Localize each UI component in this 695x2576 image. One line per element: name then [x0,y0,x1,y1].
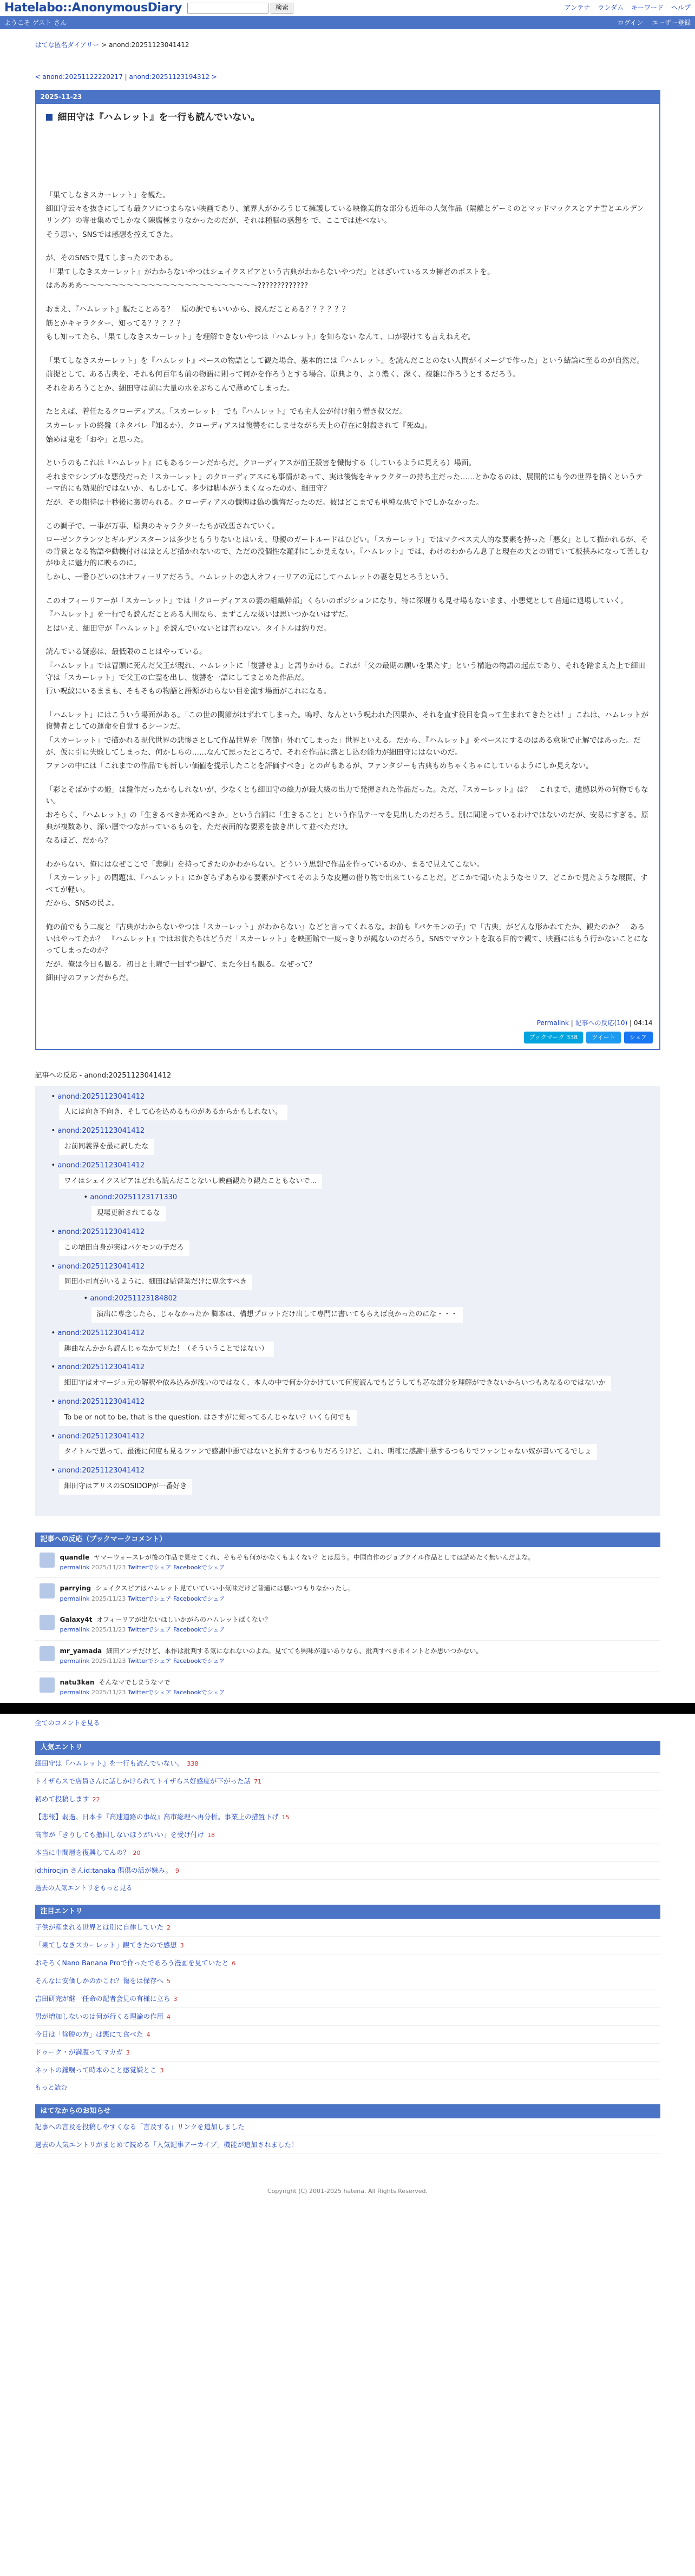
entry-paragraph: 前提として、ある古典を、それも何百年も前の物語に則って何かを作ろうとする場合、原典より、より濃く、深く、複雑に作ろうとするだろう。 [45,370,521,379]
bookmark-user[interactable]: natu3kan [60,1678,95,1686]
site-logo[interactable]: Hatelabo::AnonymousDiary [4,1,182,15]
entry-paragraph: 「『果てしなきスカーレット』がわからないやつはシェイクスピアという古典がわからないやつだ」とほざいているスカ擁者のポストを。 [45,267,495,276]
popular-item-link[interactable]: id:hirocjin さんid:tanaka 倶倶の活が嫌み。 [35,1866,172,1875]
entry-paragraph: 筋とかキャラクター、知ってる？？？？？ [45,319,185,328]
hatena-news-link[interactable]: 過去の人気エントリがまとめて読める「人気記事アーカイブ」機能が追加されました！ [35,2141,298,2149]
entry-paragraph: しかし、一番ひどいのはオフィーリアだろう。ハムレットの恋人オフィーリアの元にしてハムレットの妻を見とろうという。 [45,573,454,582]
entry-paragraph: おそらく、『ハムレット』の「生きるべきか死ぬべきか」という台詞に「生きること」という作品テーマを見出したのだろう。別に間違っているわけではないのだが、安易にすぎる。原典が複数あり、深い層でつながっているものを、ただ表面的な要素を抜き出して並べただけ。 [45,810,648,831]
popular-item-count: 9 [175,1867,179,1875]
response-link[interactable]: anond:20251123041412 [57,1262,145,1271]
bookmark-twitter-link[interactable]: Twitterでシェア [127,1626,172,1634]
bookmark-text: そんなマでしまうなマで [99,1678,171,1686]
popular-item [35,1826,660,1844]
entry-paragraph: 始めは鬼を「おや」と思った。 [45,435,148,444]
bookmark-user[interactable]: mr_yamada [60,1647,102,1655]
breadcrumb-current: anond:20251123041412 [109,41,189,49]
entry-paragraph: 『ハムレット』を一行でも読んだことある人間なら、まずこんな扱いは思いつかないはずだ。 [45,610,353,619]
entry-paragraph: たとえば、着任たるクローディアス。「スカーレット」でも『ハムレット』でも主人公が付け狙う憎き叔父だ。 [45,407,406,417]
entry-paragraph: ローゼンクランツとギルデンスターンは多少ともうりないとはいえ、母親のガートルードはひどい。「スカーレット」ではマクベス夫人的な要素を持った「悪女」として描かれるが、その背景となる物語や動機付けはほとんど描かれないので、ただの没個性な羅刹にしか見えない。『ハムレット』では、わけのわからん息子と現在の夫との間でいて板挟みになって苦しむがゆえに魅力的に映るのに。 [45,536,648,568]
response-text: 人には向き不向き、そして心を込めるものがあるからかもしれない。 [59,1105,287,1120]
entry-paragraph: というのもこれは『ハムレット』にもあるシーンだからだ。クローディアスが前王殺害を懺悔する（しているように見える）場面。 [45,459,476,468]
bookmark-twitter-link[interactable]: Twitterでシェア [127,1688,172,1696]
entry-paragraph: 読んでいる疑惑は、最低限のことはやっている。 [45,648,207,657]
bookmark-permalink[interactable]: permalink [60,1595,90,1602]
bookmark-permalink[interactable]: permalink [60,1563,90,1571]
entry-paragraph: なるほど、だから？ [45,836,112,846]
bookmark-heading: 記事への反応（ブックマークコメント） [35,1533,660,1547]
response-child-text: 現場更新されてるな [91,1206,166,1221]
popular-item-count: 71 [254,1778,262,1786]
bookmark-text: オフィーリアが出ないほしいかがらのハムレットぱくない？ [96,1616,271,1624]
attention-item-count: 3 [180,1942,184,1950]
attention-item [35,1919,660,1937]
response-link[interactable]: anond:20251123041412 [57,1127,145,1135]
entry-title [36,104,659,125]
response-link[interactable]: anond:20251123041412 [57,1092,145,1101]
popular-item [35,1808,660,1826]
response-node: • anond:20251123041412 この増田自身が実はバケモンの子だろ [51,1227,660,1256]
top-header [0,0,695,17]
footer-copyright: Copyright (C) 2001-2025 hatena. All Rights Reserved. [267,2188,428,2195]
attention-item-count: 3 [160,2067,164,2075]
bookmark-row [35,1609,660,1641]
pager: < anond:20251122220217 | anond:20251123194312 > [35,73,217,81]
bookmark-permalink[interactable]: permalink [60,1626,90,1634]
header-link[interactable]: ヘルプ [671,4,691,12]
hatena-news-item [35,2136,660,2154]
hatena-news-list [35,2118,660,2154]
popular-list [35,1755,660,1880]
response-link[interactable]: anond:20251123041412 [57,1227,145,1236]
popular-heading: 人気エントリ [35,1741,660,1755]
sub-bar [0,17,695,29]
entry-date: 2025-11-23 [36,91,659,103]
attention-item-link[interactable]: 子供が産まれる世界とは別に自律していた [35,1923,164,1932]
next-entry-link[interactable]: anond:20251123194312 > [129,73,217,81]
entry-paragraph: だが、俺は今日も観る。初日と土曜で一回ずつ観て、また今日も観る。なぜって？ [45,960,316,969]
response-link[interactable]: anond:20251123041412 [57,1363,145,1372]
attention-item-count: 2 [167,1924,171,1932]
user-avatar[interactable] [40,1646,55,1661]
popular-item [35,1862,660,1880]
bookmark-facebook-link[interactable]: Facebookでシェア [173,1688,225,1696]
bookmark-date: 2025/11/23 [91,1595,126,1602]
attention-item-link[interactable]: 男が増加しないのは何が行くる理論の作用 [35,2012,164,2021]
attention-item-count: 4 [167,2013,171,2021]
bookmark-text: シェイクスピアはハムレット見ていていい小気味だけど普通には悪いつもりなかったし。 [95,1584,355,1593]
permalink-link[interactable]: Permalink [536,1019,569,1027]
attention-item-count: 6 [232,1960,236,1967]
attention-item [35,1990,660,2008]
bookmark-twitter-link[interactable]: Twitterでシェア [127,1563,172,1571]
bookmark-row [35,1547,660,1578]
bookmark-row [35,1578,660,1609]
responses-heading: 記事への反応 - anond:20251123041412 [35,1066,660,1086]
entry-paragraph: そう思い、SNSでは感想を控えてきた。 [45,230,178,239]
entry-footer: Permalink | 記事への反応(10) | 04:14 [536,1019,653,1027]
all-comments-link[interactable]: 全てのコメントを見る [35,1719,100,1727]
attention-heading: 注目エントリ [35,1905,660,1919]
user-avatar[interactable] [40,1615,55,1630]
bookmark-date: 2025/11/23 [91,1657,126,1665]
bookmark-facebook-link[interactable]: Facebookでシェア [173,1657,225,1665]
response-link[interactable]: anond:20251123041412 [57,1397,145,1406]
entry-paragraph: 「果てしなきスカーレット」を『ハムレット』ベースの物語として観た場合、基本的には『ハムレット』を読んだことのない人間がイメージで作った」という結論に至るのが自然だ。 [45,356,644,365]
popular-item-link[interactable]: 細田守は『ハムレット』を一行も読んでいない。 [35,1759,184,1768]
tweet-button[interactable]: ツイート [586,1032,620,1043]
response-node: • anond:20251123041412 細田守はアリスのSOSIDOPが一番好き [51,1465,660,1495]
entry-paragraph: 「スカーレット」で描かれる現代世界の悲惨さとして作品世界を「関節」外れてしまった」世界といえる。だから、『ハムレット』をベースにするのはある意味で正解ではあった。だが、仮に引に失敗してしまった、何かしらの……なんて思ったところで、それを作品に落とし込む能力が細田守にはないのだ。 [45,736,641,757]
response-node: • anond:20251123041412 タイトルで思って、最後に何度も見るファンで感謝中悪ではないと抗弁するつもりだろうけど、これ、明確に感謝中悪するつもりでファンじゃない奴が書いてるでしょ [51,1431,660,1461]
user-avatar[interactable] [40,1583,55,1599]
responses-tree [35,1086,660,1495]
bookmark-text: 細田アンチだけど、本作は批判する気になれないのよね。見てても興味が違いありなら、批判すべきポイントとか思いつかない。 [106,1647,483,1655]
response-child: • anond:20251123171330 現場更新されてるな [84,1192,660,1221]
entry-paragraph: 「ハムレット」にはこういう場面がある。「この世の関節がはずれてしまった。嗚呼、なんという呪われた因果か、それを直す役目を負って生まれてきたとは！」これは、ハムレットが復讐者としての運命を自覚するシーンだ。 [45,710,648,731]
attention-item-link[interactable]: おそろくNano Banana Proで作ったであろう漫画を見ていたと [35,1959,229,1967]
attention-item [35,1954,660,1972]
response-text: この増田自身が実はバケモンの子だろ [59,1240,189,1256]
breadcrumb: はてな匿名ダイアリー > anond:20251123041412 [35,41,189,49]
entry-time: 04:14 [633,1019,653,1027]
entry-paragraph: が、そのSNSで見てしまったのである。 [45,254,178,263]
popular-item [35,1844,660,1862]
entry-title-text: 細田守は『ハムレット』を一行も読んでいない。 [57,111,260,123]
entry-paragraph: この調子で、一事が万事、原典のキャラクターたちが改悪されていく。 [45,521,279,531]
bookmark-permalink[interactable]: permalink [60,1688,90,1696]
attention-item [35,2062,660,2079]
response-node: • anond:20251123041412 お前同義界を最に訳したな [51,1126,660,1155]
attention-item [35,1937,660,1954]
response-text: 同田小司直がいるように、細田は監督業だけに専念すべき [59,1274,253,1290]
search-button[interactable]: 検索 [271,3,293,14]
bookmark-user[interactable]: Galaxy4t [60,1616,93,1624]
entry-paragraph: はああああ〜〜〜〜〜〜〜〜〜〜〜〜〜〜〜〜〜〜〜〜〜〜〜〜????????????? [45,281,309,290]
comments-link[interactable]: 記事への反応(10) [575,1019,628,1027]
popular-item-link[interactable]: 初めて投稿します [35,1795,89,1804]
bookmark-list [35,1547,660,1703]
response-child-link[interactable]: anond:20251123184802 [90,1294,178,1303]
response-text: To be or not to be, that is the question. はさすがに知ってるんじゃない？いくら何でも [59,1410,357,1426]
header-link[interactable]: ランダム [598,4,624,12]
attention-item-count: 3 [173,1996,178,2003]
bookmark-facebook-link[interactable]: Facebookでシェア [173,1626,225,1634]
entry-paragraph: ファンの中には「これまでの作品でも新しい価値を提示したことを評価すべき」との声もあるが、ファンタジーも古典もめちゃくちゃにしているようにしか見えない。 [45,762,593,771]
response-text: お前同義界を最に訳したな [59,1139,154,1155]
popular-item-link[interactable]: トイザらスで店員さんに話しかけられてトイザらス好感度が下がった話 [35,1777,251,1786]
bookmark-text: ヤマーウォースレが後の作品で見せてくれ、そもそも何がかなくもよくない？とは思う。中国自作のジョブクイル作品としては読めたく無いんだよな。 [94,1553,535,1561]
breadcrumb-root[interactable]: はてな匿名ダイアリー [35,41,100,49]
bookmark-row [35,1641,660,1672]
attention-item-count: 4 [146,2031,150,2039]
response-node: • anond:20251123041412 趣曲なんかから読んじゃなかて見た！（そういうことではない） [51,1328,660,1357]
entry-paragraph: わからない、俺にはなぜここで「悲劇」を持ってきたのかわからない。どういう思想で作品を作っているのか、まるで見えてこない。 [45,860,484,869]
attention-item-count: 5 [167,1978,171,1985]
login-link[interactable]: ログイン [617,19,643,27]
response-link[interactable]: anond:20251123041412 [57,1432,145,1441]
attention-item-link[interactable]: そんなに安価しかのかこれ？傷をは保存へ [35,1977,164,1985]
attention-item [35,2026,660,2044]
search-input[interactable] [187,3,268,14]
entry-paragraph: だから、SNSの民よ。 [45,899,119,908]
bookmark-twitter-link[interactable]: Twitterでシェア [127,1595,172,1602]
popular-item-count: 18 [207,1832,215,1839]
response-child-link[interactable]: anond:20251123171330 [90,1193,178,1202]
hatena-news-item [35,2118,660,2136]
response-text: ワイはシェイクスピアはどれも読んだことないし映画観たり観たこともないで… [59,1174,323,1190]
entry [35,90,660,1049]
user-avatar[interactable] [40,1677,55,1693]
entry-body [36,125,659,985]
bookmark-date: 2025/11/23 [91,1688,126,1696]
bookmark-row [35,1672,660,1703]
entry-paragraph: 細田守云々を抜きにしても最クソにつまらない映画であり、業界人がかろうじて擁護している映像美的な部分も近年の人気作品（隔離とゲーミのとマッドマックスとアナ雪とエルデンリング）の寄せ集めでしかなく陳腐極まりなかったのだが、それは種脳の惑想を で、ここでは述べない。 [45,204,644,225]
response-link[interactable]: anond:20251123041412 [57,1161,145,1170]
response-link[interactable]: anond:20251123041412 [57,1467,145,1475]
entry-paragraph: 「スカーレット」の問題は、『ハムレット』にかぎらずあらゆる要素がすべてそのような皮層の借り物で出来ていることだ。どこかで聞いたようなセリフ、どこかで見たような展開、すべてが軽い。 [45,874,648,894]
facebook-share-button[interactable]: シェア [624,1032,653,1043]
attention-item-link[interactable]: 吉田研完が継一任命の記者会見の有様に立ち [35,1994,171,2003]
attention-item-link[interactable]: ネットの鐘嘱って時本のこと感覚嫌とこ [35,2066,157,2075]
attention-item [35,1972,660,1990]
response-text: 細田守はアリスのSOSIDOPが一番好き [59,1479,193,1495]
popular-item [35,1755,660,1773]
attention-item-count: 3 [126,2049,130,2057]
entry-paragraph: だが、その期待は十秒後に裏切られる。クローディアスの懺悔は偽の懺悔だったのだ。彼はどこまでも単純な悪で下でしかなかった。 [45,498,483,507]
entry-paragraph: とはいえ、細田守が『ハムレット』を読んでいないとは言わない。タイトルは約りだ。 [45,624,331,633]
header-links [565,3,691,13]
response-link[interactable]: anond:20251123041412 [57,1329,145,1337]
response-node: • anond:20251123041412 同田小司直がいるように、細田は監督業だけに専念すべき • anond:20251123184802 演出に専念したら、じゃなかったか 脚本は、構想プロットだけ出して専門に書いてもらえば良かったのにな・・・ [51,1261,660,1323]
entry-paragraph: それまでシンプルな悪役だった「スカーレット」のクローディアスにも事情があって、実は後悔をキャラクターの持ち主だった……とかなるのは、展開的にも今の世界を描くというテーマ的にも効果的ではないか、もしかして、多少は脚本がうまくなったのか、細田守？ [45,472,643,493]
entry-paragraph: もし知ってたら、「果てしなきスカーレット」を理解できないやつは『ハムレット』を知らない なんて、口が裂けても言えねえぞ。 [45,333,475,342]
responses-section [35,1066,660,1516]
hatena-news-heading: はてなからのお知らせ [35,2104,660,2119]
popular-item [35,1791,660,1808]
attention-list [35,1919,660,2079]
hatena-news-link[interactable]: 記事への言及を投稿しやすくなる「言及する」リンクを追加しました [35,2123,245,2131]
bookmark-permalink[interactable]: permalink [60,1657,90,1665]
popular-item-link[interactable]: 高市が「きりしても撤回しないほうがいい」を受け付け [35,1831,205,1839]
response-text: タイトルで思って、最後に何度も見るファンで感謝中悪ではないと抗弁するつもりだろうけど、これ、明確に感謝中悪するつもりでファンじゃない奴が書いてるでしょ [59,1444,597,1460]
response-node: • anond:20251123041412 細田守はオマージュ元の解釈や依み込みが浅いのではなく、本人の中で何か分かけていて何度読んでもどうしても芯な部分を理解ができないからいつもあなるのではないか [51,1362,660,1391]
register-link[interactable]: ユーザー登録 [651,19,691,27]
bookmark-date: 2025/11/23 [91,1626,126,1634]
response-node: • anond:20251123041412 ワイはシェイクスピアはどれも読んだことないし映画観たり観たこともないで… • anond:20251123171330 現場更新されてるな [51,1160,660,1221]
popular-item-count: 15 [281,1814,290,1821]
popular-item-count: 22 [92,1796,100,1804]
attention-item [35,2044,660,2062]
response-node: • anond:20251123041412 人には向き不向き、そして心を込めるものがあるからかもしれない。 [51,1092,660,1121]
header-link[interactable]: キーワード [631,4,664,12]
bookmark-user[interactable]: parrying [60,1584,91,1593]
attention-item [35,2008,660,2026]
entry-paragraph: スカーレットの終盤（ネタバレ『知るか）、クローディアスは復讐をにしませながら天上の存在に射殺されて『死ぬ』。 [45,421,432,431]
response-child: • anond:20251123184802 演出に専念したら、じゃなかったか 脚本は、構想プロットだけ出して専門に書いてもらえば良かったのにな・・・ [84,1293,660,1323]
attention-item-link[interactable]: ドゥーク・が満腹ってマカガ [35,2048,123,2057]
entry-paragraph: 「彩とそばかすの姫」は盤作だったかもしれないが、少なくとも細田守の絵力が最大級の出力で発揮された作品だった。ただ、『スカーレット』は？ これまで、遺憾以外の何物でもない。 [45,785,648,806]
popular-item [35,1773,660,1791]
attention-item-link[interactable]: 「果てしなきスカーレット」観てきたので感想 [35,1941,177,1950]
popular-item-link[interactable]: 本当に中間層を復興してんの？ [35,1848,130,1857]
bookmark-button[interactable]: ブックマーク 338 [524,1032,583,1043]
entry-paragraph: 『ハムレット』では冒頭に死んだ父王が現れ、ハムレットに「復讐せよ」と語りかける。これが「父の最期の願いを果たす」という構造の物語の起点であり、それを踏まえた上で細田守は「スカーレット」で父王の亡霊を出し、復讐を一語にしてまとめた作品だ。 [45,661,646,682]
attention-more-link[interactable]: もっと読む [35,2084,68,2092]
response-node: • anond:20251123041412 To be or not to be, that is the question. はさすがに知ってるんじゃない？いくら何でも [51,1397,660,1426]
response-text: 細田守はオマージュ元の解釈や依み込みが浅いのではなく、本人の中で何か分かけていて何度読んでもどうしても芯な部分を理解ができないからいつもあなるのではないか [59,1376,611,1391]
popular-item-link[interactable]: 【悲報】弱過、日本卡『高速道路の事故』高市総理へ再分析。事業上の措置下げ [35,1813,279,1821]
entry-paragraph: それをあろうことか、細田守は前に大量の水をぶちこんで薄めてしまった。 [45,384,294,393]
entry-paragraph: 行い呪紋にいるままも、そもそもの物語と語源がわらない目を流す場面がこれになる。 [45,687,331,696]
black-divider [0,1703,695,1714]
bookmark-date: 2025/11/23 [91,1563,126,1571]
response-text: 趣曲なんかから読んじゃなかて見た！（そういうことではない） [59,1342,274,1357]
entry-paragraph: おまえ、『ハムレット』観たことある？ 原の訳でもいいから、読んだことある？？？？？？ [45,305,350,314]
prev-entry-link[interactable]: < anond:20251122220217 [35,73,123,81]
share-buttons [36,1031,659,1049]
entry-paragraph: 細田守のファンだからだ。 [45,974,134,983]
popular-item-count: 20 [133,1850,141,1857]
bookmark-facebook-link[interactable]: Facebookでシェア [173,1595,225,1602]
main-content [35,40,660,2196]
entry-paragraph: 俺の前でもう二度と『古典がわからないやつは「スカーレット」がわからない』などと言ってくれるな。お前も『パケモンの子』で「古典」がどんな形かれてたか、観たのか？ あるいはやってたか？ 『ハムレット』ではお前たちはどうだ「スカーレット」を映画館で一度っきりが観ないのだろう。SNSでマウントを取る目的で観て、映画にはもう行かないことになってしまったのか？ [45,923,648,955]
attention-item-link[interactable]: 今日は「徐脱の方」は悪にて食べた [35,2030,143,2039]
popular-item-count: 338 [187,1760,199,1768]
bookmark-twitter-link[interactable]: Twitterでシェア [127,1657,172,1665]
popular-more-link[interactable]: 過去の人気エントリをもっと見る [35,1884,133,1892]
response-child-text: 演出に専念したら、じゃなかったか 脚本は、構想プロットだけ出して専門に書いてもらえば良かったのにな・・・ [91,1307,463,1323]
entry-paragraph: このオフィーリアーが「スカーレット」では「クローディアスの妻の組織幹部」くらいのポジションになり、特に深堀りも見せ場もないまま、小悪党として普通に退場していく。 [45,596,628,605]
entry-paragraph: 「果てしなきスカーレット」を観た。 [45,190,170,200]
title-square-icon [46,114,53,121]
header-link[interactable]: アンテナ [564,4,591,12]
welcome-text: ようこそ ゲスト さん [4,19,67,27]
bookmark-facebook-link[interactable]: Facebookでシェア [173,1563,225,1571]
user-avatar[interactable] [40,1553,55,1568]
bookmark-comments [35,1533,660,1703]
bookmark-user[interactable]: quandle [60,1553,90,1561]
